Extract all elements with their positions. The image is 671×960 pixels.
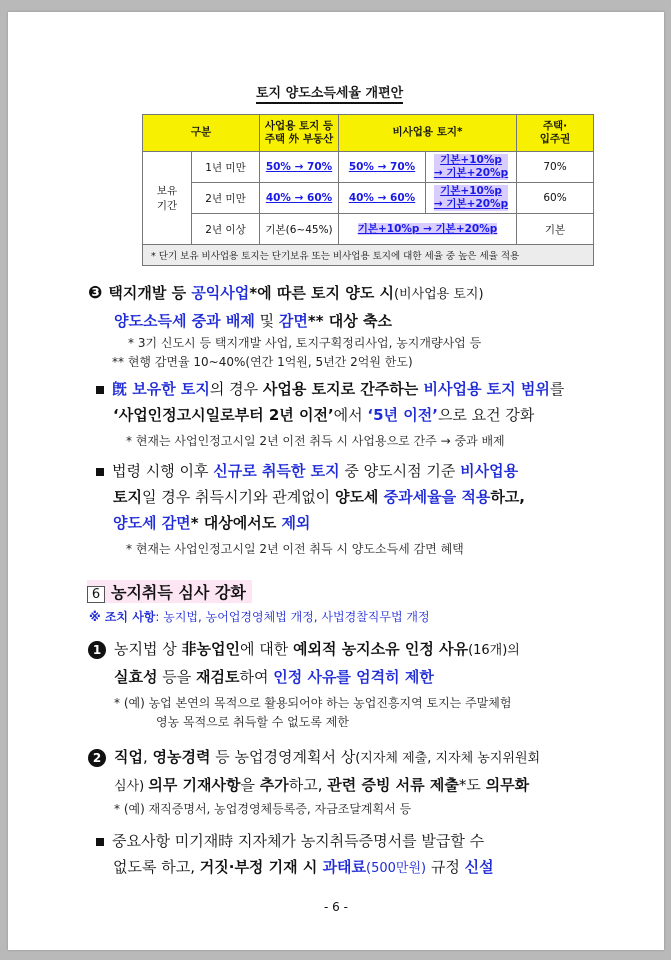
nonbiz-rate-cell: 40% → 60%	[348, 192, 416, 204]
hold-period-label: 보유 기간	[143, 152, 192, 245]
bullet-1-note: * 현재는 사업인정고시일 2년 이전 취득 시 사업용으로 간주 → 중과 배제	[126, 434, 505, 448]
header-business-land: 사업용 토지 등 주택 外 부동산	[260, 115, 339, 152]
table-row	[143, 183, 594, 214]
measure-line: ※ 조치 사항: 농지법, 농어업경영체법 개정, 사법경찰직무법 개정	[89, 610, 430, 624]
business-rate-cell: 기본(6~45%)	[260, 214, 339, 245]
business-rate-cell: 40% → 60%	[265, 192, 333, 204]
item-3-note-1: * 3기 신도시 등 택지개발 사업, 토지구획정리사업, 농지개량사업 등	[128, 336, 482, 350]
period-cell: 1년 미만	[192, 152, 260, 183]
bullet-3: 중요사항 미기재時 지자체가 농지취득증명서를 발급할 수 없도록 하고, 거짓·부정 기재 시 과태료(500만원) 규정 신설	[96, 828, 626, 882]
item-3: ❸ 택지개발 등 공익사업*에 따른 토지 양도 시(비사업용 토지) 양도소득세 중과 배제 및 감면** 대상 축소	[88, 283, 484, 330]
tax-rate-table	[142, 114, 594, 266]
bullet-2: 법령 시행 이후 신규로 취득한 토지 중 양도시점 기준 비사업용 토지일 경우 취득시기와 관계없이 양도세 중과세율을 적용하고, 양도세 감면* 대상에서도 제외	[96, 458, 616, 536]
header-housing: 주택· 입주권	[517, 115, 594, 152]
item-3-note-2: ** 현행 감면율 10~40%(연간 1억원, 5년간 2억원 한도)	[112, 355, 413, 369]
header-nonbusiness-land: 비사업용 토지*	[339, 115, 517, 152]
period-cell: 2년 이상	[192, 214, 260, 245]
item-1-note-2: 영농 목적으로 취득할 수 없도록 제한	[156, 715, 349, 729]
bullet-1: 旣 보유한 토지의 경우 사업용 토지로 간주하는 비사업용 토지 범위를 ‘사업인정고시일로부터 2년 이전’에서 ‘5년 이전’으로 요건 강화	[96, 376, 616, 428]
table-title: 토지 양도소득세율 개편안	[256, 82, 403, 104]
table-footnote-row	[143, 245, 594, 266]
bullet-2-note: * 현재는 사업인정고시일 2년 이전 취득 시 양도소득세 감면 혜택	[126, 542, 464, 556]
table-footnote: * 단기 보유 비사업용 토지는 단기보유 또는 비사업용 토지에 대한 세율 중 높은 세율 적용	[143, 245, 594, 266]
item-1-marker: 1	[88, 641, 106, 659]
table-row	[143, 152, 594, 183]
document-page	[8, 12, 664, 950]
table-row	[143, 214, 594, 245]
nonbiz-combined-cell: 기본+10%p → 기본+20%p	[426, 152, 517, 183]
square-bullet-icon	[96, 468, 104, 476]
header-category: 구분	[143, 115, 260, 152]
square-bullet-icon	[96, 386, 104, 394]
square-bullet-icon	[96, 838, 104, 846]
housing-rate-cell: 70%	[517, 152, 594, 183]
section-6-heading: 6 농지취득 심사 강화	[87, 580, 252, 603]
business-rate-cell: 50% → 70%	[265, 161, 333, 173]
item-3-marker: ❸	[88, 283, 103, 303]
item-2-marker: 2	[88, 749, 106, 767]
period-cell: 2년 미만	[192, 183, 260, 214]
nonbiz-rate-cell: 50% → 70%	[348, 161, 416, 173]
housing-rate-cell: 60%	[517, 183, 594, 214]
page-number: - 6 -	[324, 900, 348, 914]
table-header-row	[143, 115, 594, 152]
nonbiz-combined-cell: 기본+10%p → 기본+20%p	[426, 183, 517, 214]
item-1-note-1: * (예) 농업 본연의 목적으로 활용되어야 하는 농업진흥지역 토지는 주말체험	[114, 696, 512, 710]
section-number: 6	[87, 586, 105, 603]
nonbiz-merged-cell: 기본+10%p → 기본+20%p	[357, 222, 498, 235]
item-2-note: * (예) 재직증명서, 농업경영체등록증, 자금조달계획서 등	[114, 802, 412, 816]
item-2: 2 직업, 영농경력 등 농업경영계획서 상(지자체 제출, 지자체 농지위원회 심사) 의무 기재사항을 추가하고, 관련 증빙 서류 제출*도 의무화	[88, 744, 618, 800]
housing-rate-cell: 기본	[517, 214, 594, 245]
item-1: 1 농지법 상 非농업인에 대한 예외적 농지소유 인정 사유(16개)의 실효성 등을 재검토하여 인정 사유를 엄격히 제한	[88, 636, 618, 690]
